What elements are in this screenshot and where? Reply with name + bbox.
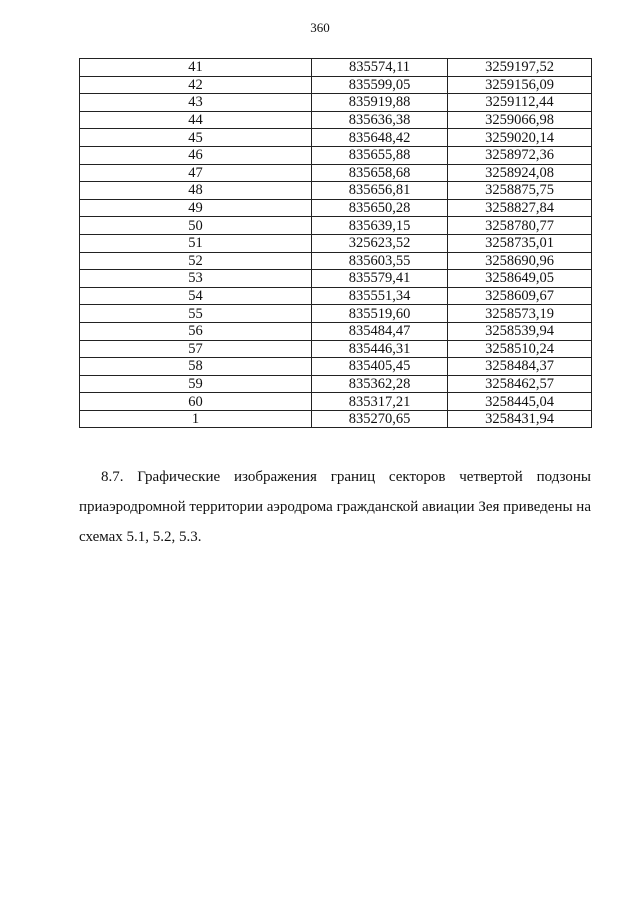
x-coordinate-cell: 835405,45: [312, 358, 448, 376]
y-coordinate-cell: 3258924,08: [448, 164, 592, 182]
point-number-cell: 1: [80, 410, 312, 428]
x-coordinate-cell: 835648,42: [312, 129, 448, 147]
x-coordinate-cell: 325623,52: [312, 234, 448, 252]
y-coordinate-cell: 3259156,09: [448, 76, 592, 94]
point-number-cell: 59: [80, 375, 312, 393]
y-coordinate-cell: 3259197,52: [448, 59, 592, 77]
table-row: [80, 358, 592, 376]
point-number-cell: 51: [80, 234, 312, 252]
table-row: [80, 340, 592, 358]
x-coordinate-cell: 835574,11: [312, 59, 448, 77]
x-coordinate-cell: 835270,65: [312, 410, 448, 428]
point-number-cell: 49: [80, 199, 312, 217]
x-coordinate-cell: 835551,34: [312, 287, 448, 305]
y-coordinate-cell: 3259066,98: [448, 111, 592, 129]
table-row: [80, 217, 592, 235]
x-coordinate-cell: 835655,88: [312, 146, 448, 164]
y-coordinate-cell: 3259020,14: [448, 129, 592, 147]
point-number-cell: 47: [80, 164, 312, 182]
x-coordinate-cell: 835484,47: [312, 322, 448, 340]
table-row: [80, 322, 592, 340]
x-coordinate-cell: 835650,28: [312, 199, 448, 217]
point-number-cell: 52: [80, 252, 312, 270]
body-paragraph: 8.7. Графические изображения границ секторов четвертой подзоны приаэродромной территории аэродрома гражданской авиации Зея приведены на схемах 5.1, 5.2, 5.3.: [79, 469, 591, 545]
x-coordinate-cell: 835603,55: [312, 252, 448, 270]
point-number-cell: 44: [80, 111, 312, 129]
point-number-cell: 42: [80, 76, 312, 94]
coordinates-table: [79, 58, 592, 428]
table-row: [80, 410, 592, 428]
point-number-cell: 53: [80, 270, 312, 288]
y-coordinate-cell: 3258484,37: [448, 358, 592, 376]
table-row: [80, 199, 592, 217]
point-number-cell: 48: [80, 182, 312, 200]
y-coordinate-cell: 3258539,94: [448, 322, 592, 340]
table-row: [80, 94, 592, 112]
y-coordinate-cell: 3258780,77: [448, 217, 592, 235]
table-row: [80, 59, 592, 77]
y-coordinate-cell: 3258445,04: [448, 393, 592, 411]
y-coordinate-cell: 3258431,94: [448, 410, 592, 428]
x-coordinate-cell: 835317,21: [312, 393, 448, 411]
y-coordinate-cell: 3258735,01: [448, 234, 592, 252]
x-coordinate-cell: 835639,15: [312, 217, 448, 235]
x-coordinate-cell: 835919,88: [312, 94, 448, 112]
coordinates-table-body: [80, 59, 592, 428]
point-number-cell: 43: [80, 94, 312, 112]
point-number-cell: 54: [80, 287, 312, 305]
x-coordinate-cell: 835362,28: [312, 375, 448, 393]
table-row: [80, 111, 592, 129]
x-coordinate-cell: 835658,68: [312, 164, 448, 182]
x-coordinate-cell: 835656,81: [312, 182, 448, 200]
y-coordinate-cell: 3258573,19: [448, 305, 592, 323]
table-row: [80, 76, 592, 94]
x-coordinate-cell: 835579,41: [312, 270, 448, 288]
table-row: [80, 146, 592, 164]
y-coordinate-cell: 3259112,44: [448, 94, 592, 112]
point-number-cell: 45: [80, 129, 312, 147]
y-coordinate-cell: 3258649,05: [448, 270, 592, 288]
y-coordinate-cell: 3258827,84: [448, 199, 592, 217]
point-number-cell: 58: [80, 358, 312, 376]
page-number: 360: [310, 20, 330, 35]
y-coordinate-cell: 3258972,36: [448, 146, 592, 164]
table-row: [80, 129, 592, 147]
table-row: [80, 234, 592, 252]
table-row: [80, 287, 592, 305]
point-number-cell: 57: [80, 340, 312, 358]
table-row: [80, 270, 592, 288]
point-number-cell: 56: [80, 322, 312, 340]
point-number-cell: 41: [80, 59, 312, 77]
table-row: [80, 164, 592, 182]
y-coordinate-cell: 3258510,24: [448, 340, 592, 358]
point-number-cell: 60: [80, 393, 312, 411]
table-row: [80, 182, 592, 200]
point-number-cell: 46: [80, 146, 312, 164]
y-coordinate-cell: 3258609,67: [448, 287, 592, 305]
x-coordinate-cell: 835519,60: [312, 305, 448, 323]
table-row: [80, 393, 592, 411]
point-number-cell: 55: [80, 305, 312, 323]
point-number-cell: 50: [80, 217, 312, 235]
y-coordinate-cell: 3258462,57: [448, 375, 592, 393]
table-row: [80, 375, 592, 393]
x-coordinate-cell: 835446,31: [312, 340, 448, 358]
y-coordinate-cell: 3258875,75: [448, 182, 592, 200]
x-coordinate-cell: 835636,38: [312, 111, 448, 129]
y-coordinate-cell: 3258690,96: [448, 252, 592, 270]
x-coordinate-cell: 835599,05: [312, 76, 448, 94]
table-row: [80, 252, 592, 270]
table-row: [80, 305, 592, 323]
